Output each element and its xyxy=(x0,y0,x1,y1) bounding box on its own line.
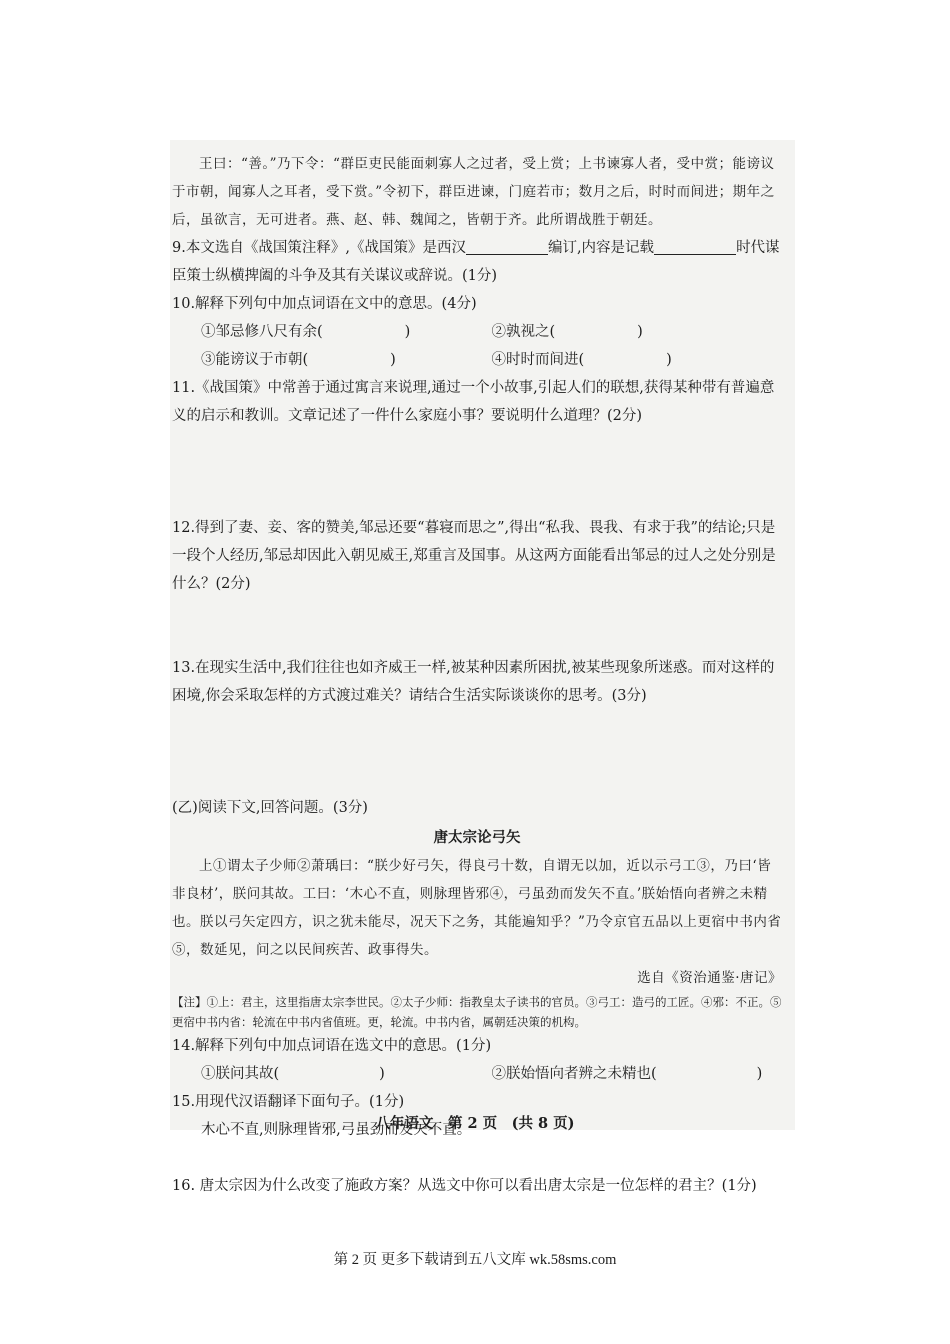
question-15-stem: 15.用现代汉语翻译下面句子。(1分) xyxy=(172,1094,405,1110)
q10-item-c: ③能谤议于市朝( xyxy=(201,352,309,368)
q9-blank-2[interactable] xyxy=(654,238,736,255)
question-13: 13.在现实生活中,我们往往也如齐威王一样,被某种因素所困扰,被某些现象所迷惑。而对这样的困境,你会采取怎样的方式渡过难关？请结合生活实际谈谈你的思考。(3分) xyxy=(172,660,775,704)
question-14-stem: 14.解释下列句中加点词语在选文中的意思。(1分) xyxy=(172,1038,492,1054)
q14-item-b: ②朕始悟向者辨之未精也( xyxy=(491,1066,657,1082)
q9-blank-1[interactable] xyxy=(466,238,548,255)
q9-part3: 时代谋臣策士纵横捭阖的斗争及其有关谋议或辞说。(1分) xyxy=(172,240,780,284)
question-9 xyxy=(172,234,782,290)
q9-part1: 9.本文选自《战国策注释》,《战国策》是西汉 xyxy=(172,240,466,256)
question-14-row: ①朕问其故( ) ②朕始悟向者辨之未精也( ) xyxy=(201,1066,763,1082)
q14-item-a: ①朕问其故( xyxy=(201,1066,280,1082)
yi-notes: 【注】①上：君主，这里指唐太宗李世民。②太子少师：指教皇太子读书的官员。③弓工：造弓的工匠。④邪：不正。⑤更宿中书内省：轮流在中书内省值班。更，轮流。中书内省，属朝廷决策的机构。 xyxy=(172,995,782,1029)
q15-answer-area[interactable] xyxy=(172,1144,782,1172)
question-10-row-2: ③能谤议于市朝( ) ④时时而间进( ) xyxy=(201,352,672,368)
question-10-row-1: ①邹忌修八尺有余( ) ②孰视之( ) xyxy=(201,324,643,340)
q13-answer-area[interactable] xyxy=(172,710,782,794)
yi-passage-text: 上①谓太子少师②萧瑀曰：“朕少好弓矢，得良弓十数，自谓无以加，近以示弓工③，乃曰‘皆非良材’，朕问其故。工曰：‘木心不直，则脉理皆邪④，弓虽劲而发矢不直。’朕始悟向者辨之未精也。朕以弓矢定四方，识之犹未能尽，况天下之务，其能遍知乎？”乃令京官五品以上更宿中书内省⑤，数延见，问之以民间疾苦、政事得失。 xyxy=(172,858,782,958)
yi-source: 选自《资治通鉴·唐记》 xyxy=(637,970,782,986)
q10-item-b: ②孰视之( xyxy=(491,324,556,340)
q9-part2: 编订,内容是记载 xyxy=(547,240,655,256)
question-12: 12.得到了妻、妾、客的赞美,邹忌还要“暮寝而思之”,得出“私我、畏我、有求于我”的结论;只是一段个人经历,邹忌却因此入朝见威王,郑重言及国事。从这两方面能看出邹忌的过人之处分别是什么？(2分) xyxy=(172,520,776,592)
site-footer: 第 2 页 更多下载请到五八文库 wk.58sms.com xyxy=(333,1252,617,1268)
passage-jia-tail: 王曰：“善。”乃下令：“群臣吏民能面刺寡人之过者，受上赏；上书谏寡人者，受中赏；能谤议于市朝，闻寡人之耳者，受下赏。”令初下，群臣进谏，门庭若市；数月之后，时时而间进；期年之后，虽欲言，无可进者。燕、赵、韩、魏闻之，皆朝于齐。此所谓战胜于朝廷。 xyxy=(172,156,775,228)
question-10-stem: 10.解释下列句中加点词语在文中的意思。(4分) xyxy=(172,296,477,312)
page-footer: 八年语文 第 2 页 (共 8 页) xyxy=(375,1115,575,1132)
q10-item-d: ④时时而间进( xyxy=(491,352,585,368)
section-yi-heading: (乙)阅读下文,回答问题。(3分) xyxy=(172,800,368,816)
yi-passage-title: 唐太宗论弓矢 xyxy=(433,829,521,846)
q12-answer-area[interactable] xyxy=(172,598,782,654)
exam-content xyxy=(172,150,782,1200)
q15-sentence: 木心不直,则脉理皆邪,弓虽劲而发矢不直。 xyxy=(201,1122,472,1138)
question-11: 11.《战国策》中常善于通过寓言来说理,通过一个小故事,引起人们的联想,获得某种带有普遍意义的启示和教训。文章记述了一件什么家庭小事？要说明什么道理？(2分) xyxy=(172,380,775,424)
q11-answer-area[interactable] xyxy=(172,430,782,514)
question-16: 16. 唐太宗因为什么改变了施政方案？从选文中你可以看出唐太宗是一位怎样的君主？(1分) xyxy=(172,1178,757,1194)
q10-item-a: ①邹忌修八尺有余( xyxy=(201,324,323,340)
